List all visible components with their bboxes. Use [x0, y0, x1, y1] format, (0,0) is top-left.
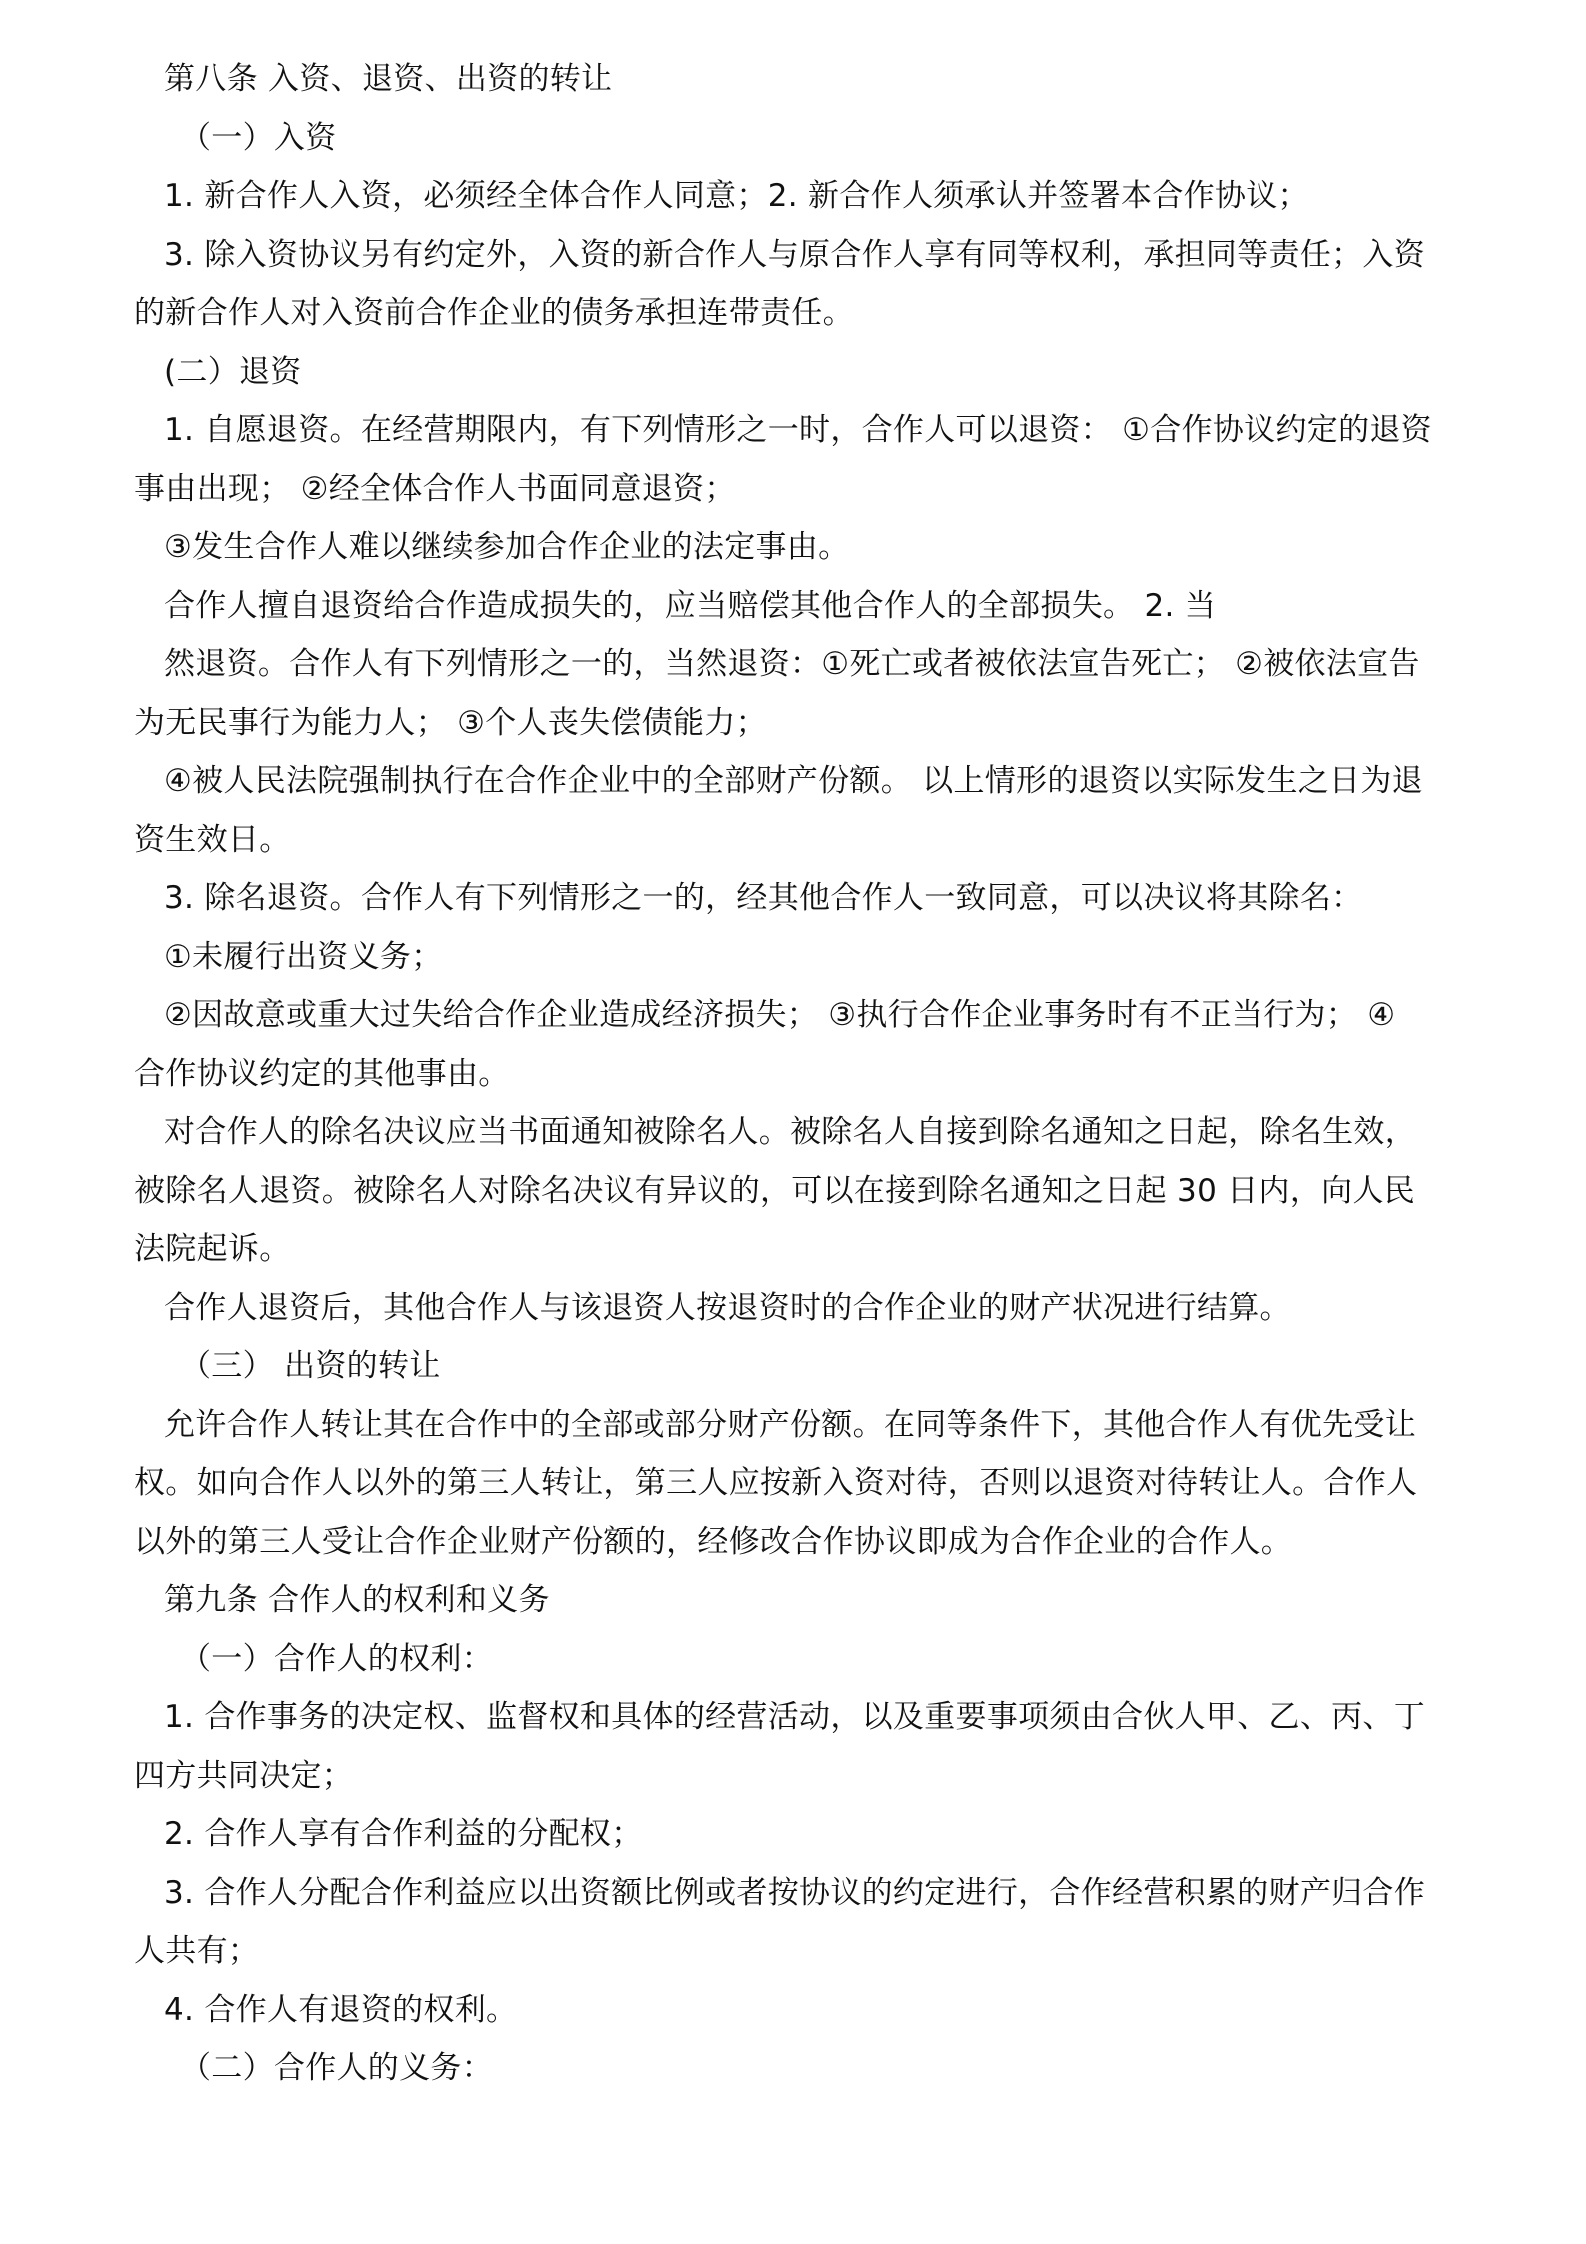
paragraph-line: 允许合作人转让其在合作中的全部或部分财产份额。在同等条件下，其他合作人有优先受让: [164, 1406, 1416, 1443]
paragraph-line: 1. 合作事务的决定权、监督权和具体的经营活动，以及重要事项须由合伙人甲、乙、丙、丁: [164, 1699, 1426, 1735]
paragraph-line: ④被人民法院强制执行在合作企业中的全部财产份额。 以上情形的退资以实际发生之日为退: [164, 763, 1423, 799]
paragraph-line: 然退资。合作人有下列情形之一的，当然退资：①死亡或者被依法宣告死亡； ②被依法宣告: [164, 646, 1420, 682]
section-heading-line: （一）合作人的权利：: [180, 1640, 493, 1677]
paragraph-line: ②因故意或重大过失给合作企业造成经济损失； ③执行合作企业事务时有不正当行为； ④: [164, 997, 1396, 1033]
paragraph-line: 4. 合作人有退资的权利。: [164, 1991, 518, 2028]
document-body: [134, 50, 1456, 2098]
article-heading-line: 第八条 入资、退资、出资的转让: [164, 61, 613, 97]
section-heading-line: (二）退资: [164, 353, 302, 390]
paragraph-line: 1. 新合作人入资，必须经全体合作人同意；2. 新合作人须承认并签署本合作协议；: [164, 178, 1309, 214]
paragraph-line: 对合作人的除名决议应当书面通知被除名人。被除名人自接到除名通知之日起，除名生效，: [164, 1114, 1416, 1150]
paragraph-line: 2. 合作人享有合作利益的分配权；: [164, 1816, 643, 1852]
paragraph-line: 四方共同决定；: [134, 1757, 354, 1794]
paragraph-line: 的新合作人对入资前合作企业的债务承担连带责任。: [134, 295, 854, 331]
paragraph-line: 资生效日。: [134, 821, 291, 858]
section-heading-line: （三） 出资的转让: [180, 1348, 441, 1384]
paragraph-line: 事由出现； ②经全体合作人书面同意退资；: [134, 470, 736, 507]
section-heading-line: （二）合作人的义务：: [180, 2050, 493, 2086]
paragraph-line: 为无民事行为能力人； ③个人丧失偿债能力；: [134, 704, 767, 741]
paragraph-line: 法院起诉。: [134, 1231, 291, 1267]
article-heading-line: 第九条 合作人的权利和义务: [164, 1582, 550, 1618]
paragraph-line: 3. 除名退资。合作人有下列情形之一的，经其他合作人一致同意，可以决议将其除名：: [164, 880, 1363, 916]
section-heading-line: （一）入资: [180, 119, 337, 156]
paragraph-line: 以外的第三人受让合作企业财产份额的，经修改合作协议即成为合作企业的合作人。: [134, 1523, 1293, 1560]
paragraph-line: 3. 除入资协议另有约定外，入资的新合作人与原合作人享有同等权利，承担同等责任；入资: [164, 236, 1426, 273]
paragraph-line: 1. 自愿退资。在经营期限内，有下列情形之一时，合作人可以退资： ①合作协议约定的退资: [164, 412, 1432, 448]
paragraph-line: 合作人擅自退资给合作造成损失的，应当赔偿其他合作人的全部损失。 2. 当: [164, 587, 1217, 624]
paragraph-line: 合作人退资后，其他合作人与该退资人按退资时的合作企业的财产状况进行结算。: [164, 1289, 1291, 1326]
paragraph-line: ③发生合作人难以继续参加合作企业的法定事由。: [164, 529, 850, 565]
paragraph-line: ①未履行出资义务；: [164, 938, 443, 975]
paragraph-line: 3. 合作人分配合作利益应以出资额比例或者按协议的约定进行，合作经营积累的财产归合作: [164, 1874, 1426, 1911]
paragraph-line: 权。如向合作人以外的第三人转让，第三人应按新入资对待，否则以退资对待转让人。合作人: [134, 1465, 1418, 1501]
paragraph-line: 人共有；: [134, 1933, 260, 1969]
paragraph-line: 被除名人退资。被除名人对除名决议有异议的，可以在接到除名通知之日起 30 日内，向人民: [134, 1172, 1416, 1209]
paragraph-line: 合作协议约定的其他事由。: [134, 1055, 510, 1092]
